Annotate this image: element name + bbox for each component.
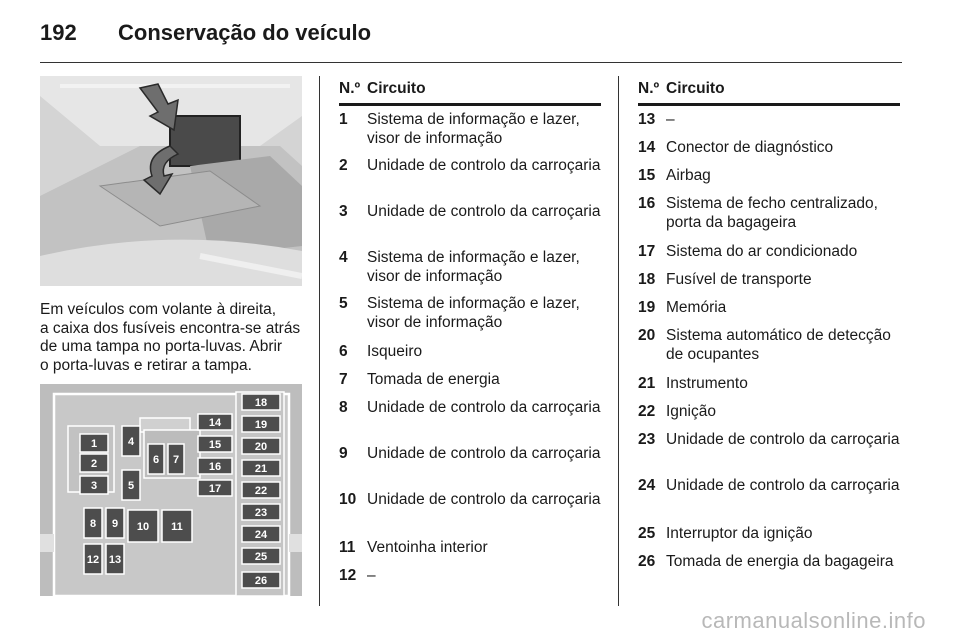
circuit-description: Sistema de fecho centralizado, porta da bagageira bbox=[666, 195, 878, 231]
circuit-number: 13 bbox=[638, 111, 656, 128]
circuit-description: Ignição bbox=[666, 403, 716, 420]
circuit-description: Unidade de controlo da carroçaria bbox=[367, 399, 601, 416]
circuit-number: 24 bbox=[638, 477, 656, 494]
circuit-number: 6 bbox=[339, 343, 348, 360]
page-header bbox=[40, 18, 902, 63]
header-circuit: Circuito bbox=[666, 80, 725, 97]
header-number: N.º bbox=[638, 80, 660, 97]
circuit-description: Unidade de controlo da carroçaria bbox=[367, 491, 601, 508]
circuit-number: 23 bbox=[638, 431, 656, 448]
glovebox-illustration bbox=[40, 76, 302, 286]
page-number: 192 bbox=[40, 20, 77, 45]
fusebox-svg bbox=[40, 384, 302, 596]
fuse-label: 9 bbox=[111, 518, 119, 530]
circuit-number: 18 bbox=[638, 271, 656, 288]
circuit-table-left bbox=[339, 76, 601, 584]
caption-line: a caixa dos fusíveis encontra-se atrás bbox=[40, 319, 301, 337]
circuit-number: 8 bbox=[339, 399, 348, 416]
circuit-description: Unidade de controlo da carroçaria bbox=[367, 157, 601, 174]
fuse-label: 6 bbox=[152, 454, 160, 466]
circuit-number: 17 bbox=[638, 243, 656, 260]
fuse-label: 5 bbox=[127, 480, 135, 492]
caption-line: de uma tampa no porta-luvas. Abrir bbox=[40, 338, 283, 355]
circuit-description: – bbox=[666, 111, 675, 128]
circuit-number: 5 bbox=[339, 295, 348, 312]
fusebox-diagram bbox=[40, 384, 302, 596]
fuse-label: 26 bbox=[254, 575, 268, 587]
caption bbox=[40, 301, 310, 375]
circuit-number: 4 bbox=[339, 249, 348, 266]
circuit-number: 11 bbox=[339, 539, 356, 556]
table-header bbox=[339, 76, 601, 106]
circuit-description: Tomada de energia da bagageira bbox=[666, 553, 894, 570]
caption-line: Em veículos com volante à direita, bbox=[40, 301, 277, 318]
circuit-description: Conector de diagnóstico bbox=[666, 139, 834, 156]
fuse-label: 10 bbox=[136, 521, 150, 533]
circuit-description: – bbox=[367, 567, 376, 584]
circuit-description: Unidade de controlo da carroçaria bbox=[367, 445, 601, 462]
circuit-number: 3 bbox=[339, 203, 348, 220]
circuit-number: 14 bbox=[638, 139, 656, 156]
circuit-description: Isqueiro bbox=[367, 343, 423, 360]
fuse-label: 1 bbox=[90, 438, 98, 450]
circuit-description: Sistema de informação e lazer, visor de informação bbox=[367, 111, 580, 147]
fuse-label: 21 bbox=[254, 463, 268, 475]
circuit-description: Instrumento bbox=[666, 375, 748, 392]
fuse-label: 17 bbox=[208, 483, 222, 495]
fuse-label: 4 bbox=[127, 436, 135, 448]
circuit-number: 2 bbox=[339, 157, 348, 174]
circuit-table-right bbox=[638, 76, 900, 570]
table-header bbox=[638, 76, 900, 106]
circuit-description: Sistema automático de detecção de ocupantes bbox=[666, 327, 891, 363]
fuse-label: 2 bbox=[90, 458, 98, 470]
page-title: Conservação do veículo bbox=[118, 20, 372, 45]
fuse-label: 14 bbox=[208, 417, 222, 429]
circuit-description: Sistema de informação e lazer, visor de informação bbox=[367, 249, 580, 285]
fuse-label: 3 bbox=[90, 480, 98, 492]
fuse-label: 23 bbox=[254, 507, 268, 519]
column-divider bbox=[618, 76, 619, 606]
fuse-label: 19 bbox=[254, 419, 268, 431]
fuse-label: 22 bbox=[254, 485, 268, 497]
fuse-label: 15 bbox=[208, 439, 222, 451]
circuit-description: Fusível de transporte bbox=[666, 271, 812, 288]
circuit-number: 25 bbox=[638, 525, 656, 542]
fuse-label: 16 bbox=[208, 461, 222, 473]
circuit-description: Unidade de controlo da carroçaria bbox=[666, 477, 900, 494]
circuit-description: Memória bbox=[666, 299, 727, 316]
circuit-number: 15 bbox=[638, 167, 656, 184]
circuit-number: 10 bbox=[339, 491, 357, 508]
circuit-description: Airbag bbox=[666, 167, 711, 184]
circuit-description: Sistema de informação e lazer, visor de informação bbox=[367, 295, 580, 331]
header-circuit: Circuito bbox=[367, 80, 426, 97]
header-number: N.º bbox=[339, 80, 361, 97]
circuit-description: Interruptor da ignição bbox=[666, 525, 813, 542]
fuse-label: 8 bbox=[89, 518, 97, 530]
circuit-number: 21 bbox=[638, 375, 656, 392]
circuit-description: Tomada de energia bbox=[367, 371, 500, 388]
fuse-label: 18 bbox=[254, 397, 268, 409]
fuse-label: 7 bbox=[172, 454, 180, 466]
glovebox-photo bbox=[40, 76, 302, 286]
caption-line: o porta-luvas e retirar a tampa. bbox=[40, 356, 252, 374]
circuit-description: Unidade de controlo da carroçaria bbox=[367, 203, 601, 220]
circuit-number: 9 bbox=[339, 445, 348, 462]
circuit-number: 7 bbox=[339, 371, 348, 388]
fuse-label: 25 bbox=[254, 551, 268, 563]
circuit-number: 12 bbox=[339, 567, 357, 584]
circuit-number: 1 bbox=[339, 111, 348, 128]
watermark: carmanualsonline.info bbox=[701, 608, 926, 633]
circuit-number: 22 bbox=[638, 403, 656, 420]
circuit-number: 16 bbox=[638, 195, 656, 212]
fuse-label: 12 bbox=[86, 554, 100, 566]
column-divider bbox=[319, 76, 320, 606]
fuse-label: 24 bbox=[254, 529, 268, 541]
circuit-description: Sistema do ar condicionado bbox=[666, 243, 858, 260]
circuit-description: Unidade de controlo da carroçaria bbox=[666, 431, 900, 448]
fuse-label: 11 bbox=[171, 521, 183, 533]
fuse-label: 20 bbox=[254, 441, 268, 453]
circuit-number: 19 bbox=[638, 299, 656, 316]
circuit-number: 20 bbox=[638, 327, 656, 344]
circuit-description: Ventoinha interior bbox=[367, 539, 488, 556]
circuit-number: 26 bbox=[638, 553, 656, 570]
fuse-label: 13 bbox=[108, 554, 122, 566]
